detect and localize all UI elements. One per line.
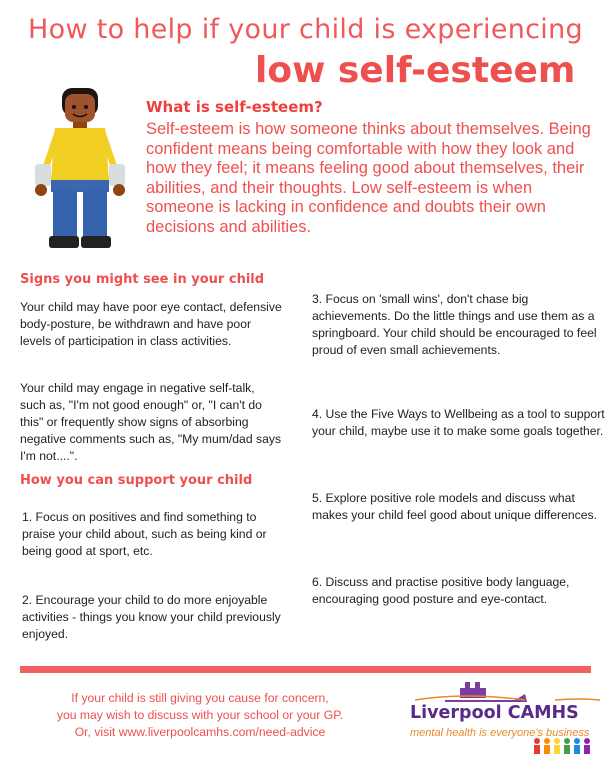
signs-paragraph-1: Your child may have poor eye contact, defensive body-posture, be withdrawn and have poor levels of participation in class activities. [20, 300, 282, 348]
support-item-2: 2. Encourage your child to do more enjoyable activities - things you know your child previously enjoyed. [22, 593, 281, 641]
support-item-6: 6. Discuss and practise positive body language, encouraging good posture and eye-contact. [312, 575, 570, 606]
title-line2: low self-esteem [255, 50, 576, 91]
footer-line-1: If your child is still giving you cause for concern, [71, 691, 329, 705]
support-item-1: 1. Focus on positives and find something to praise your child about, such as being kind or being good at sport, etc. [22, 510, 267, 558]
what-is-body: Self-esteem is how someone thinks about themselves. Being confident means being comfortable with how they look and how they feel; it means feeling good about themselves, their abilities, and their thoughts. Low self-esteem is when someone is lacking in confidence and doubts their own decisions and abilities. [146, 120, 591, 236]
support-item-3: 3. Focus on 'small wins', don't chase big achievements. Do the little things and use them as a springboard. Your child should be encouraged to feel proud of even small achievements. [312, 292, 597, 357]
support-item-5: 5. Explore positive role models and discuss what makes your child feel good about unique differences. [312, 491, 598, 522]
footer-line-2: you may wish to discuss with your school or your GP. [56, 708, 344, 722]
signs-heading: Signs you might see in your child [20, 272, 265, 287]
people-icons [534, 738, 590, 754]
logo-name: Liverpool CAMHS [410, 703, 579, 723]
title-line1: How to help if your child is experiencing [28, 14, 583, 45]
logo-tagline: mental health is everyone's business [410, 727, 590, 739]
toy-figure-illustration [25, 82, 135, 252]
support-item-4: 4. Use the Five Ways to Wellbeing as a tool to support your child, maybe use it to make some goals together. [312, 407, 605, 438]
what-is-heading: What is self-esteem? [146, 98, 323, 116]
footer-text [20, 690, 380, 741]
support-heading: How you can support your child [20, 473, 253, 488]
divider-bar [20, 666, 591, 673]
signs-paragraph-2: Your child may engage in negative self-talk, such as, "I'm not good enough" or, "I can't do this" or frequently show signs of absorbing negative comments such as, "My mum/dad says I'm not....". [20, 381, 282, 463]
footer-line-3[interactable]: Or, visit www.liverpoolcamhs.com/need-advice [74, 725, 326, 739]
